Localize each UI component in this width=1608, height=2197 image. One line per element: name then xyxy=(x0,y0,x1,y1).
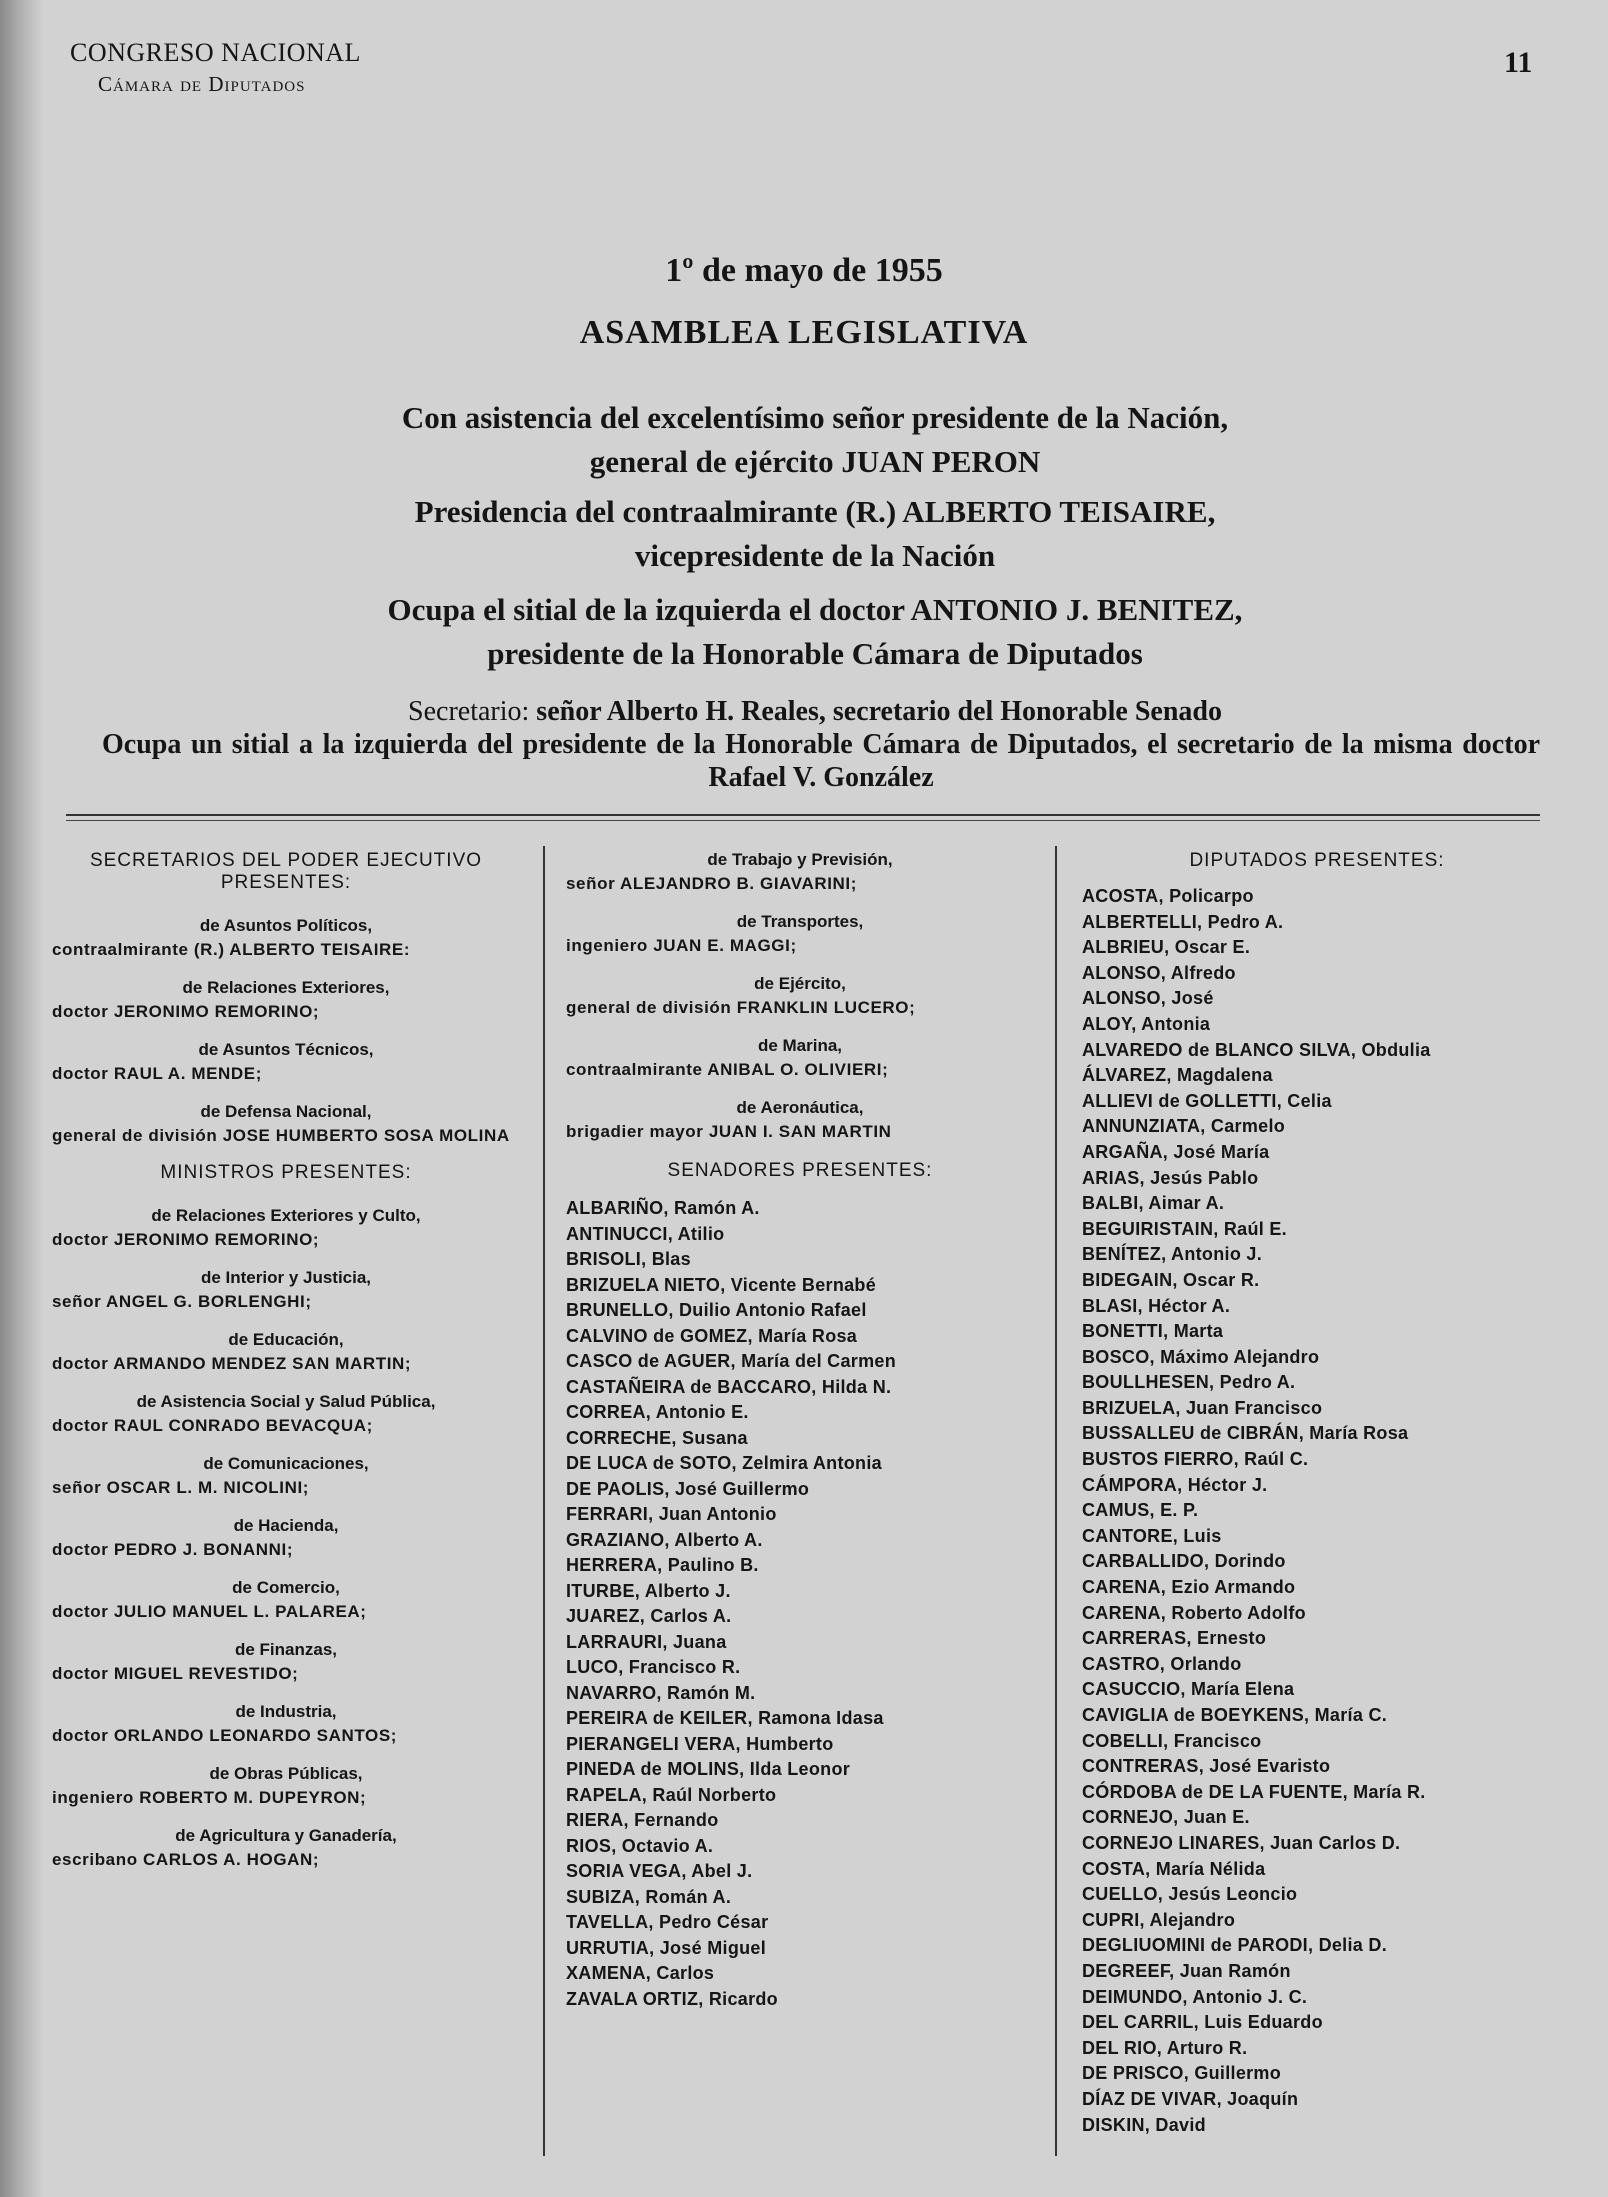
official-person xyxy=(52,1000,520,1024)
column-right xyxy=(1082,848,1552,2138)
senador-name: XAMENA, Carlos xyxy=(566,1963,715,1983)
diputado-name: DEIMUNDO, Antonio J. C. xyxy=(1082,1986,1308,2007)
diputado-name: CARENA, Ezio Armando xyxy=(1082,1577,1296,1598)
senador-name: HERRERA, Paulino B. xyxy=(566,1555,759,1575)
senadores-list xyxy=(566,1196,1034,2012)
official-entry xyxy=(52,1038,520,1086)
official-honorific: señor xyxy=(566,874,616,893)
official-name: ROBERTO M. DUPEYRON; xyxy=(139,1788,367,1807)
left-seat-line-1: Ocupa el sitial de la izquierda el doctor ANTONIO J. BENITEZ, xyxy=(387,592,1243,627)
official-entry xyxy=(566,1034,1034,1082)
senador-name: SUBIZA, Román A. xyxy=(566,1886,732,1907)
senador-name: BRIZUELA NIETO, Vicente Bernabé xyxy=(566,1274,877,1295)
column-divider-2 xyxy=(1055,846,1057,2156)
diputado-name: CÁMPORA, Héctor J. xyxy=(1082,1474,1268,1495)
divider-bottom xyxy=(66,820,1540,821)
senador-name: BRISOLI, Blas xyxy=(566,1249,691,1269)
official-entry xyxy=(566,848,1034,896)
diputado-name: CARRERAS, Ernesto xyxy=(1082,1628,1267,1649)
diputado-name: CÓRDOBA de DE LA FUENTE, María R. xyxy=(1082,1781,1426,1802)
diputado-name: BOULLHESEN, Pedro A. xyxy=(1082,1372,1296,1393)
secretarios-heading xyxy=(52,850,520,894)
senador-name: ZAVALA ORTIZ, Ricardo xyxy=(566,1988,778,2009)
diputado-name: CANTORE, Luis xyxy=(1082,1525,1222,1546)
diputado-name: BIDEGAIN, Oscar R. xyxy=(1082,1269,1260,1290)
diputado-name: BUSTOS FIERRO, Raúl C. xyxy=(1082,1449,1309,1470)
diputados-heading: DIPUTADOS PRESENTES: xyxy=(1189,850,1445,871)
diputado-name: CORNEJO LINARES, Juan Carlos D. xyxy=(1082,1832,1401,1853)
senador-name: FERRARI, Juan Antonio xyxy=(566,1504,777,1524)
diputado-name: ALBRIEU, Oscar E. xyxy=(1082,937,1251,958)
official-person xyxy=(566,1120,1034,1144)
diputado-name: ÁLVAREZ, Magdalena xyxy=(1082,1065,1273,1086)
column-divider-1 xyxy=(543,846,545,2156)
attendance-line-2: general de ejército JUAN PERON xyxy=(589,444,1041,479)
diputado-name: DÍAZ DE VIVAR, Joaquín xyxy=(1082,2088,1299,2109)
official-entry xyxy=(52,1762,520,1810)
header-camara: Cámara de Diputados xyxy=(98,72,306,96)
official-person xyxy=(52,1662,520,1686)
ministros-list-part-2 xyxy=(566,848,1034,1144)
senador-name: LARRAURI, Juana xyxy=(566,1631,727,1652)
official-entry xyxy=(52,1204,520,1252)
official-honorific: doctor xyxy=(52,1726,109,1745)
left-seat xyxy=(90,588,1540,676)
official-entry xyxy=(52,1514,520,1562)
diputado-name: CUPRI, Alejandro xyxy=(1082,1909,1236,1930)
diputado-name: CASUCCIO, María Elena xyxy=(1082,1679,1295,1700)
official-person xyxy=(566,934,1034,958)
senador-name: PEREIRA de KEILER, Ramona Idasa xyxy=(566,1708,884,1728)
official-honorific: doctor xyxy=(52,1416,109,1435)
attendance-line-1: Con asistencia del excelentísimo señor presidente de la Nación, xyxy=(401,400,1229,435)
official-person xyxy=(52,1228,520,1252)
diputado-name: CUELLO, Jesús Leoncio xyxy=(1082,1884,1298,1905)
official-honorific: ingeniero xyxy=(566,936,648,955)
official-role: de Interior y Justicia, xyxy=(200,1268,372,1287)
secretary-line xyxy=(90,696,1540,728)
official-honorific: doctor xyxy=(52,1354,109,1373)
ministros-heading: MINISTROS PRESENTES: xyxy=(160,1162,412,1183)
page-number: 11 xyxy=(1504,46,1533,79)
senador-name: RAPELA, Raúl Norberto xyxy=(566,1784,777,1805)
official-person xyxy=(52,1600,520,1624)
presidency-line-2: vicepresidente de la Nación xyxy=(634,538,996,573)
official-entry xyxy=(52,976,520,1024)
presidency xyxy=(90,490,1540,578)
senador-name: CORREA, Antonio E. xyxy=(566,1402,749,1422)
official-entry xyxy=(52,1576,520,1624)
official-role: de Defensa Nacional, xyxy=(200,1102,372,1121)
official-honorific: doctor xyxy=(52,1664,109,1683)
left-seat-line-2: presidente de la Honorable Cámara de Diputados xyxy=(487,636,1143,671)
official-role: de Agricultura y Ganadería, xyxy=(175,1826,397,1845)
official-role: de Relaciones Exteriores y Culto, xyxy=(151,1206,421,1225)
diputado-name: DISKIN, David xyxy=(1082,2114,1206,2135)
official-entry xyxy=(52,1328,520,1376)
official-honorific: general de división xyxy=(566,998,732,1017)
official-honorific: ingeniero xyxy=(52,1788,134,1807)
senadores-heading: SENADORES PRESENTES: xyxy=(667,1160,933,1181)
diputado-name: ARIAS, Jesús Pablo xyxy=(1082,1167,1259,1188)
official-role: de Relaciones Exteriores, xyxy=(182,978,390,997)
official-honorific: brigadier mayor xyxy=(566,1122,704,1141)
official-name: CARLOS A. HOGAN; xyxy=(143,1850,320,1869)
senador-name: ANTINUCCI, Atilio xyxy=(566,1223,725,1244)
diputado-name: CAVIGLIA de BOEYKENS, María C. xyxy=(1082,1705,1388,1725)
official-entry xyxy=(52,1452,520,1500)
official-name: JULIO MANUEL L. PALAREA; xyxy=(113,1602,367,1621)
diputado-name: BEGUIRISTAIN, Raúl E. xyxy=(1082,1218,1287,1239)
diputado-name: BUSSALLEU de CIBRÁN, María Rosa xyxy=(1082,1423,1409,1444)
official-name: JERONIMO REMORINO; xyxy=(113,1002,320,1021)
official-role: de Comercio, xyxy=(232,1578,340,1597)
official-name: OSCAR L. M. NICOLINI; xyxy=(106,1478,310,1497)
official-person xyxy=(52,1352,520,1376)
secretarios-list xyxy=(52,914,520,1148)
official-name: JOSE HUMBERTO SOSA MOLINA xyxy=(222,1126,510,1145)
senador-name: CALVINO de GOMEZ, María Rosa xyxy=(566,1325,858,1346)
diputado-name: ALBERTELLI, Pedro A. xyxy=(1082,911,1284,932)
column-left xyxy=(52,848,520,1886)
diputado-name: ARGAÑA, José María xyxy=(1082,1141,1270,1162)
official-honorific: doctor xyxy=(52,1602,109,1621)
header-congreso: CONGRESO NACIONAL xyxy=(70,38,361,67)
official-person xyxy=(566,872,1034,896)
official-name: PEDRO J. BONANNI; xyxy=(113,1540,294,1559)
official-role: de Educación, xyxy=(228,1330,344,1349)
official-honorific: doctor xyxy=(52,1230,109,1249)
official-person xyxy=(52,1476,520,1500)
diputado-name: CASTRO, Orlando xyxy=(1082,1653,1242,1674)
senador-name: JUAREZ, Carlos A. xyxy=(566,1606,732,1626)
official-name: JUAN I. SAN MARTIN xyxy=(708,1122,892,1141)
official-honorific: doctor xyxy=(52,1002,109,1021)
diputado-name: ALONSO, José xyxy=(1082,988,1214,1009)
attendance-president xyxy=(90,396,1540,484)
official-role: de Aeronáutica, xyxy=(736,1098,864,1117)
diputado-name: ANNUNZIATA, Carmelo xyxy=(1082,1116,1286,1137)
official-role: de Obras Públicas, xyxy=(209,1764,363,1783)
column-middle xyxy=(566,848,1034,2012)
diputado-name: ALONSO, Alfredo xyxy=(1082,962,1236,983)
ministros-list-part-1 xyxy=(52,1204,520,1872)
official-honorific: doctor xyxy=(52,1540,109,1559)
diputado-name: BRIZUELA, Juan Francisco xyxy=(1082,1397,1323,1418)
diputado-name: ALLIEVI de GOLLETTI, Celia xyxy=(1082,1090,1332,1111)
diputado-name: COBELLI, Francisco xyxy=(1082,1730,1262,1751)
diputados-list xyxy=(1082,884,1552,2138)
official-name: JUAN E. MAGGI; xyxy=(653,936,797,955)
official-entry xyxy=(52,1100,520,1148)
official-person xyxy=(566,996,1034,1020)
session-date: 1º de mayo de 1955 xyxy=(665,252,943,289)
official-person xyxy=(52,1062,520,1086)
official-name: MIGUEL REVESTIDO; xyxy=(113,1664,299,1683)
secretarios-heading-line-1: SECRETARIOS DEL PODER EJECUTIVO xyxy=(89,850,483,871)
senador-name: RIERA, Fernando xyxy=(566,1810,719,1830)
diputado-name: DEL CARRIL, Luis Eduardo xyxy=(1082,2012,1323,2033)
official-entry xyxy=(52,1266,520,1314)
official-role: de Industria, xyxy=(235,1702,337,1721)
senador-name: SORIA VEGA, Abel J. xyxy=(566,1861,753,1881)
official-honorific: contraalmirante xyxy=(566,1060,703,1079)
official-honorific: doctor xyxy=(52,1064,109,1083)
secretarios-heading-line-2: PRESENTES: xyxy=(220,872,352,893)
divider-top xyxy=(66,814,1540,816)
official-person xyxy=(52,1538,520,1562)
secretary-label: Secretario: xyxy=(408,696,530,727)
official-name: ARMANDO MENDEZ SAN MARTIN; xyxy=(113,1354,412,1373)
official-entry xyxy=(566,972,1034,1020)
official-honorific: contraalmirante (R.) xyxy=(52,940,225,959)
diputado-name: BONETTI, Marta xyxy=(1082,1321,1224,1342)
official-role: de Marina, xyxy=(757,1036,843,1055)
official-role: de Asuntos Políticos, xyxy=(199,916,373,935)
official-role: de Asuntos Técnicos, xyxy=(198,1040,374,1059)
official-honorific: escribano xyxy=(52,1850,138,1869)
official-name: ALEJANDRO B. GIAVARINI; xyxy=(620,874,858,893)
senador-name: BRUNELLO, Duilio Antonio Rafael xyxy=(566,1300,867,1320)
official-name: FRANKLIN LUCERO; xyxy=(736,998,916,1017)
secretary-text: señor Alberto H. Reales, secretario del Honorable Senado xyxy=(536,696,1222,727)
diputado-name: ALVAREDO de BLANCO SILVA, Obdulia xyxy=(1082,1039,1431,1060)
senador-name: CASCO de AGUER, María del Carmen xyxy=(566,1351,897,1371)
senador-name: DE LUCA de SOTO, Zelmira Antonia xyxy=(566,1453,882,1473)
official-role: de Hacienda, xyxy=(233,1516,339,1535)
diputado-name: CORNEJO, Juan E. xyxy=(1082,1807,1250,1828)
official-entry xyxy=(52,1638,520,1686)
senador-name: CASTAÑEIRA de BACCARO, Hilda N. xyxy=(566,1376,892,1397)
senador-name: CORRECHE, Susana xyxy=(566,1427,748,1448)
diputado-name: BALBI, Aimar A. xyxy=(1082,1193,1225,1214)
official-person xyxy=(52,1848,520,1872)
senador-name: ALBARIÑO, Ramón A. xyxy=(566,1198,760,1218)
official-role: de Ejército, xyxy=(754,974,846,993)
official-entry xyxy=(566,1096,1034,1144)
official-name: RAUL CONRADO BEVACQUA; xyxy=(113,1416,373,1435)
page-title: ASAMBLEA LEGISLATIVA xyxy=(579,314,1029,351)
diputado-name: BOSCO, Máximo Alejandro xyxy=(1082,1346,1320,1367)
diputado-name: DEL RIO, Arturo R. xyxy=(1082,2037,1248,2058)
official-name: ALBERTO TEISAIRE: xyxy=(229,940,411,959)
senador-name: GRAZIANO, Alberto A. xyxy=(566,1529,763,1550)
official-honorific: señor xyxy=(52,1292,102,1311)
official-person xyxy=(52,1786,520,1810)
senador-name: PINEDA de MOLINS, Ilda Leonor xyxy=(566,1759,851,1779)
diputado-name: CARENA, Roberto Adolfo xyxy=(1082,1602,1306,1623)
diputado-name: ACOSTA, Policarpo xyxy=(1082,886,1254,906)
official-person xyxy=(52,1124,520,1148)
diputado-name: DE PRISCO, Guillermo xyxy=(1082,2063,1282,2084)
official-name: RAUL A. MENDE; xyxy=(113,1064,262,1083)
official-entry xyxy=(52,1700,520,1748)
official-person xyxy=(566,1058,1034,1082)
official-name: ANGEL G. BORLENGHI; xyxy=(106,1292,312,1311)
presidency-line-1: Presidencia del contraalmirante (R.) ALBERTO TEISAIRE, xyxy=(414,494,1216,529)
diputado-name: BENÍTEZ, Antonio J. xyxy=(1082,1244,1263,1265)
official-name: ORLANDO LEONARDO SANTOS; xyxy=(113,1726,398,1745)
senador-name: URRUTIA, José Miguel xyxy=(566,1937,767,1958)
official-name: ANIBAL O. OLIVIERI; xyxy=(707,1060,889,1079)
secretary-seat-line: Ocupa un sitial a la izquierda del presidente de la Honorable Cámara de Diputados, el secretario de la misma doctor Rafael V. González xyxy=(102,729,1540,793)
diputado-name: DEGREEF, Juan Ramón xyxy=(1082,1960,1291,1981)
diputado-name: BLASI, Héctor A. xyxy=(1082,1295,1231,1316)
diputado-name: ALOY, Antonia xyxy=(1082,1013,1211,1034)
diputado-name: CAMUS, E. P. xyxy=(1082,1500,1199,1521)
diputado-name: CARBALLIDO, Dorindo xyxy=(1082,1551,1286,1572)
senador-name: NAVARRO, Ramón M. xyxy=(566,1682,756,1703)
official-person xyxy=(52,1290,520,1314)
senador-name: TAVELLA, Pedro César xyxy=(566,1912,769,1932)
running-header xyxy=(70,38,361,97)
official-role: de Comunicaciones, xyxy=(203,1454,369,1473)
official-role: de Trabajo y Previsión, xyxy=(707,850,893,869)
senador-name: PIERANGELI VERA, Humberto xyxy=(566,1733,834,1754)
official-entry xyxy=(52,1824,520,1872)
senador-name: ITURBE, Alberto J. xyxy=(566,1580,731,1601)
senador-name: LUCO, Francisco R. xyxy=(566,1657,741,1677)
senador-name: DE PAOLIS, José Guillermo xyxy=(566,1478,810,1499)
diputado-name: DEGLIUOMINI de PARODI, Delia D. xyxy=(1082,1935,1387,1956)
official-person xyxy=(52,1724,520,1748)
official-role: de Asistencia Social y Salud Pública, xyxy=(136,1392,436,1411)
official-person xyxy=(52,938,520,962)
official-name: JERONIMO REMORINO; xyxy=(113,1230,320,1249)
official-person xyxy=(52,1414,520,1438)
official-role: de Finanzas, xyxy=(234,1640,338,1659)
diputado-name: CONTRERAS, José Evaristo xyxy=(1082,1756,1331,1777)
official-honorific: señor xyxy=(52,1478,102,1497)
official-entry xyxy=(52,914,520,962)
senador-name: RIOS, Octavio A. xyxy=(566,1835,714,1856)
official-entry xyxy=(566,910,1034,958)
official-honorific: general de división xyxy=(52,1126,218,1145)
official-role: de Transportes, xyxy=(736,912,864,931)
official-entry xyxy=(52,1390,520,1438)
diputado-name: COSTA, María Nélida xyxy=(1082,1858,1266,1879)
